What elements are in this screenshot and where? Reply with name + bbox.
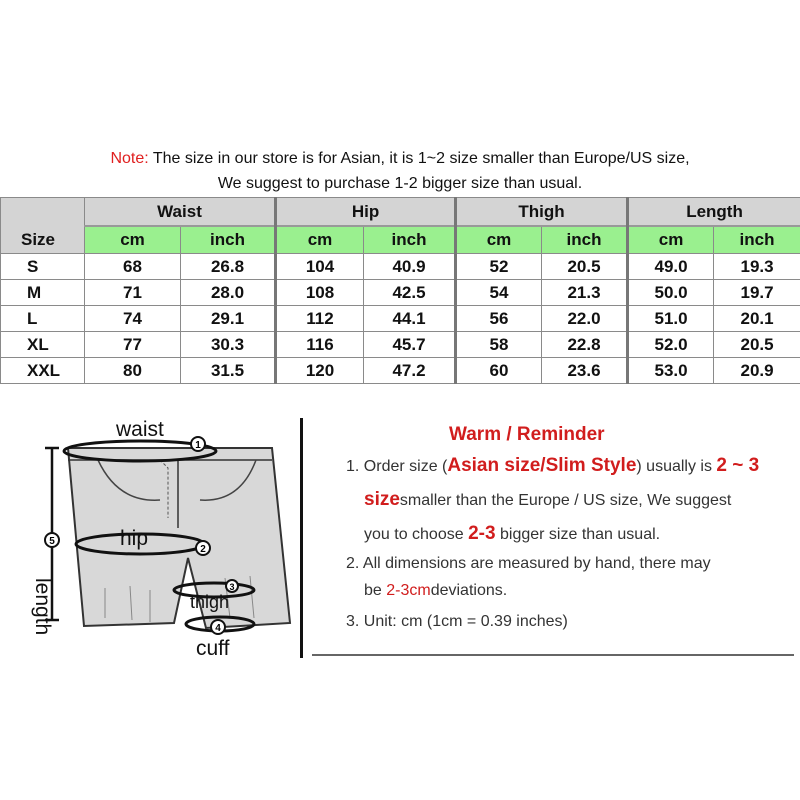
table-cell: 30.3 — [181, 332, 276, 358]
table-cell: 40.9 — [364, 254, 456, 280]
table-cell: 21.3 — [542, 280, 628, 306]
reminder-text: ) usually is — [636, 458, 717, 475]
table-cell: 56 — [456, 306, 542, 332]
marker-2-icon — [196, 541, 210, 555]
group-header-thigh: Thigh — [456, 198, 628, 227]
group-header-row — [1, 198, 800, 227]
note-text-1: The size in our store is for Asian, it is 1~2 size smaller than Europe/US size, — [148, 150, 690, 167]
unit-header: inch — [181, 226, 276, 254]
table-cell: 58 — [456, 332, 542, 358]
table-cell: 71 — [85, 280, 181, 306]
marker-2-label: 2 — [200, 544, 206, 555]
size-chart-table — [0, 197, 800, 384]
table-row — [1, 254, 800, 280]
unit-header: inch — [714, 226, 800, 254]
table-cell: 31.5 — [181, 358, 276, 384]
table-row — [1, 332, 800, 358]
size-label: M — [1, 280, 85, 306]
table-row — [1, 280, 800, 306]
reminder-line-1 — [346, 455, 759, 477]
table-cell: 80 — [85, 358, 181, 384]
reminder-text: be — [364, 582, 387, 599]
reminder-line-5 — [364, 582, 507, 600]
marker-4-icon — [211, 620, 225, 634]
unit-header: cm — [456, 226, 542, 254]
marker-5-icon — [45, 533, 59, 547]
table-cell: 20.5 — [714, 332, 800, 358]
table-cell: 20.9 — [714, 358, 800, 384]
reminder-line-4: 2. All dimensions are measured by hand, there may — [346, 555, 711, 572]
thigh-label: thigh — [190, 592, 230, 612]
table-cell: 20.5 — [542, 254, 628, 280]
shorts-measurement-diagram — [10, 408, 300, 660]
table-cell: 77 — [85, 332, 181, 358]
table-cell: 116 — [276, 332, 364, 358]
waist-label: waist — [116, 418, 164, 441]
table-cell: 22.8 — [542, 332, 628, 358]
table-cell: 104 — [276, 254, 364, 280]
table-cell: 108 — [276, 280, 364, 306]
size-label: XL — [1, 332, 85, 358]
reminder-highlight: Asian size/Slim Style — [447, 455, 637, 476]
reminder-line-2 — [364, 489, 731, 511]
reminder-text: bigger size than usual. — [495, 526, 661, 543]
reminder-text: you to choose — [364, 526, 469, 543]
table-cell: 52.0 — [628, 332, 714, 358]
size-label: L — [1, 306, 85, 332]
reminder-text: deviations. — [430, 582, 508, 599]
table-cell: 42.5 — [364, 280, 456, 306]
reminder-highlight: 2-3 — [468, 523, 496, 544]
unit-header-row — [1, 226, 800, 254]
length-label: length — [31, 578, 54, 636]
table-cell: 26.8 — [181, 254, 276, 280]
reminder-text: smaller than the Europe / US size, We suggest — [399, 492, 732, 509]
table-cell: 52 — [456, 254, 542, 280]
table-cell: 19.7 — [714, 280, 800, 306]
table-cell: 47.2 — [364, 358, 456, 384]
marker-1-label: 1 — [195, 440, 201, 451]
reminder-highlight: 2-3cm — [386, 582, 431, 599]
table-cell: 68 — [85, 254, 181, 280]
group-header-hip: Hip — [276, 198, 456, 227]
size-label: S — [1, 254, 85, 280]
vertical-divider — [300, 418, 303, 658]
table-cell: 53.0 — [628, 358, 714, 384]
note-prefix: Note: — [110, 150, 149, 167]
reminder-title: Warm / Reminder — [449, 424, 605, 445]
table-cell: 60 — [456, 358, 542, 384]
unit-header: cm — [276, 226, 364, 254]
marker-1-icon — [191, 437, 205, 451]
table-cell: 19.3 — [714, 254, 800, 280]
size-label: XXL — [1, 358, 85, 384]
table-cell: 51.0 — [628, 306, 714, 332]
table-cell: 22.0 — [542, 306, 628, 332]
table-cell: 74 — [85, 306, 181, 332]
reminder-line-6: 3. Unit: cm (1cm = 0.39 inches) — [346, 613, 568, 630]
unit-header: cm — [628, 226, 714, 254]
table-cell: 28.0 — [181, 280, 276, 306]
table-row — [1, 358, 800, 384]
table-cell: 29.1 — [181, 306, 276, 332]
table-cell: 20.1 — [714, 306, 800, 332]
table-cell: 54 — [456, 280, 542, 306]
table-cell: 49.0 — [628, 254, 714, 280]
table-cell: 44.1 — [364, 306, 456, 332]
table-cell: 50.0 — [628, 280, 714, 306]
reminder-highlight: 2 ~ 3 — [716, 455, 760, 476]
table-cell: 120 — [276, 358, 364, 384]
reminder-line-3 — [364, 523, 660, 545]
reminder-text: 1. Order size ( — [346, 458, 448, 475]
unit-header: inch — [542, 226, 628, 254]
hip-label: hip — [120, 527, 149, 550]
table-cell: 23.6 — [542, 358, 628, 384]
unit-header: inch — [364, 226, 456, 254]
reminder-baseline — [312, 654, 794, 656]
shorts-outline-icon — [68, 448, 290, 628]
marker-5-label: 5 — [49, 536, 55, 547]
table-row — [1, 306, 800, 332]
reminder-highlight: size — [364, 489, 400, 510]
marker-3-label: 3 — [229, 582, 235, 592]
size-column-header: Size — [1, 198, 85, 254]
group-header-waist: Waist — [85, 198, 276, 227]
marker-4-label: 4 — [215, 623, 221, 634]
marker-3-icon — [226, 580, 238, 592]
group-header-length: Length — [628, 198, 800, 227]
cuff-label: cuff — [196, 637, 230, 660]
unit-header: cm — [85, 226, 181, 254]
size-note-line-2: We suggest to purchase 1-2 bigger size than usual. — [217, 175, 583, 192]
size-note-line-1 — [0, 147, 800, 171]
table-cell: 45.7 — [364, 332, 456, 358]
table-cell: 112 — [276, 306, 364, 332]
